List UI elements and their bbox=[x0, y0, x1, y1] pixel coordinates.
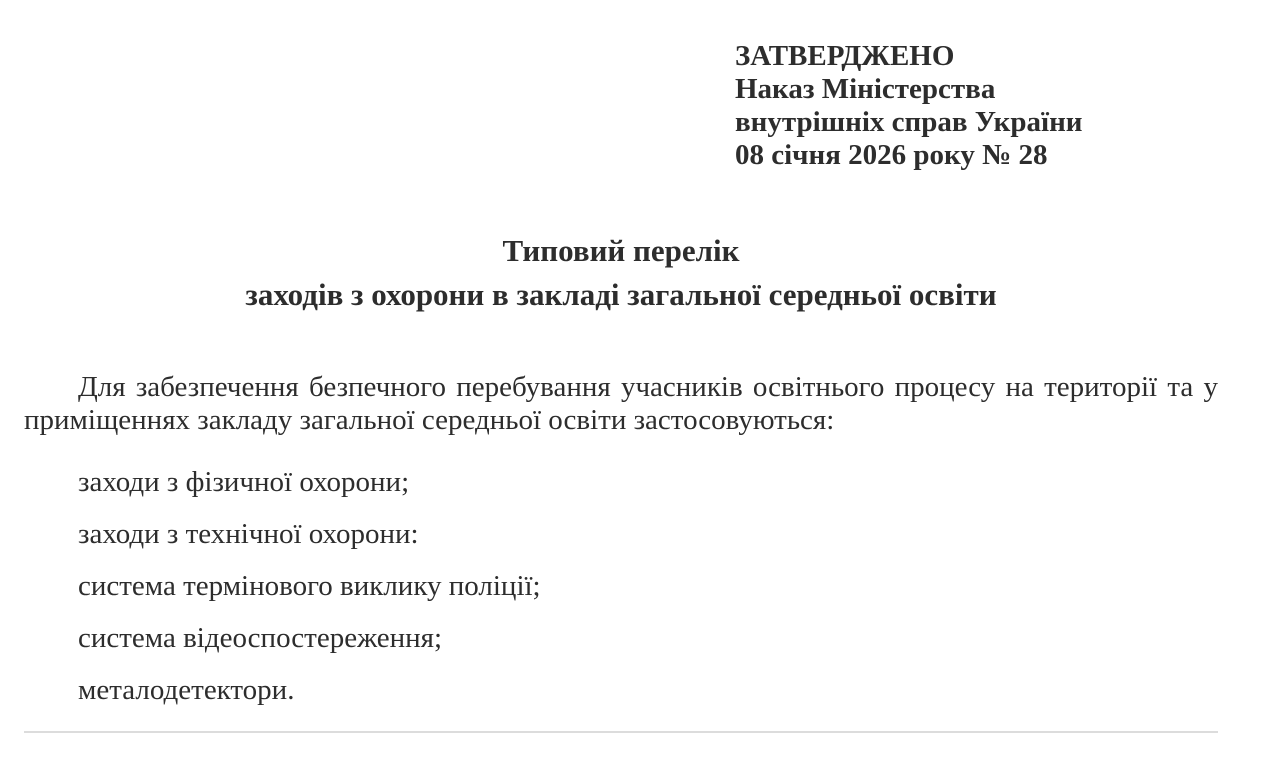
title-line-2: заходів з охорони в закладі загальної середньої освіти bbox=[245, 277, 997, 312]
approval-line-ministry: внутрішніх справ України bbox=[735, 106, 1083, 138]
intro-paragraph: Для забезпечення безпечного перебування учасників освітнього процесу на території та у приміщеннях закладу загальної середньої освіти застосовуються: bbox=[24, 371, 1218, 436]
title-line-1: Типовий перелік bbox=[502, 233, 740, 268]
approval-block bbox=[735, 40, 1218, 172]
list-item-physical-security: заходи з фізичної охорони; bbox=[78, 466, 410, 498]
list-item-technical-security: заходи з технічної охорони: bbox=[78, 518, 419, 550]
approval-line-date-number: 08 січня 2026 року № 28 bbox=[735, 139, 1048, 171]
bottom-divider bbox=[24, 731, 1218, 733]
list-item-metal-detectors: металодетектори. bbox=[78, 674, 295, 706]
approval-line-approved: ЗАТВЕРДЖЕНО bbox=[735, 40, 955, 72]
approval-line-order: Наказ Міністерства bbox=[735, 73, 996, 105]
list-item-video-surveillance: система відеоспостереження; bbox=[78, 622, 443, 654]
list-item-police-call-system: система термінового виклику поліції; bbox=[78, 570, 541, 602]
document-title bbox=[24, 229, 1218, 317]
